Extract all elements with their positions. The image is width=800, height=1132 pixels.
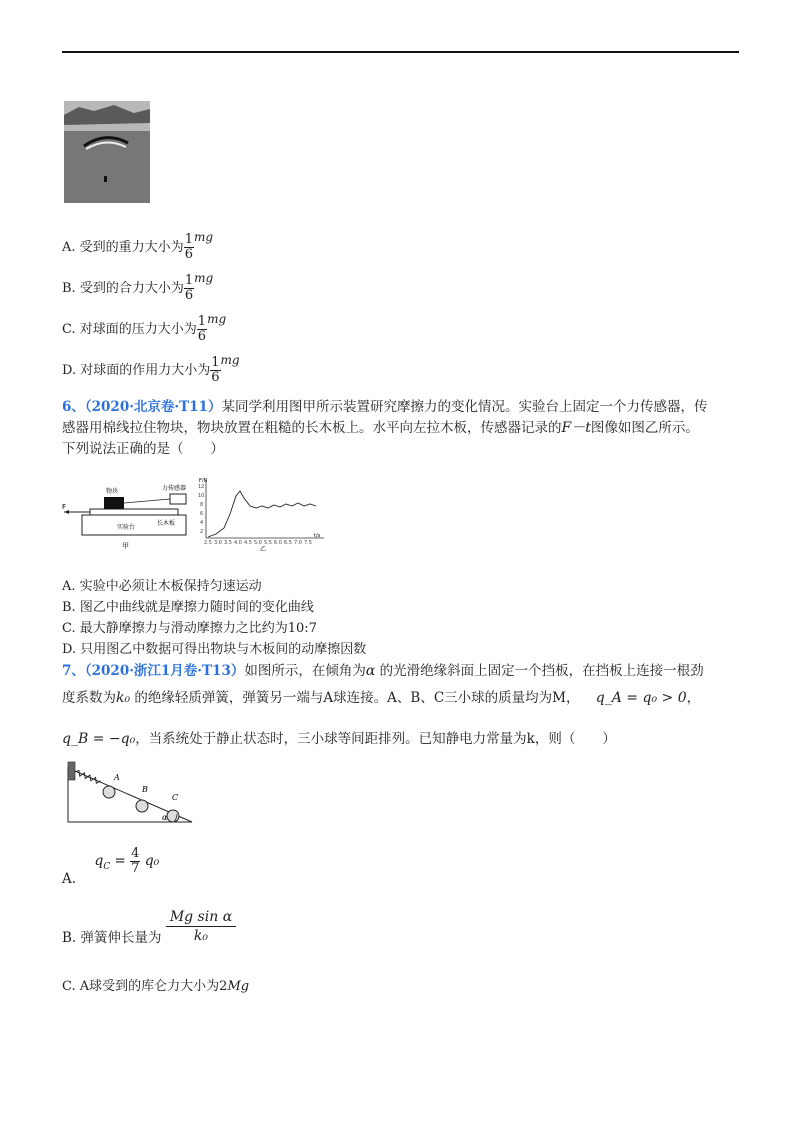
y-tick: 12 (198, 484, 205, 490)
q7-stem-line1: 7、（2020·浙江1月卷·T13）如图所示，在倾角为α 的光滑绝缘斜面上固定一个挡板，在挡板上连接一根劲 (62, 663, 704, 679)
q6-option-b: B. 图乙中曲线就是摩擦力随时间的变化曲线 (62, 600, 314, 615)
x-tick: 7.0 (294, 540, 302, 546)
sensor-label: 力传感器 (162, 485, 187, 492)
x-tick: 4.0 (234, 540, 242, 546)
x-tick: 3.0 (214, 540, 222, 546)
x-tick: 6.0 (274, 540, 282, 546)
ball-b-label: B (142, 785, 148, 794)
question5-photo (64, 101, 150, 203)
x-tick: 5.5 (264, 540, 272, 546)
y-tick: 10 (198, 493, 205, 499)
fig-b-caption: 乙 (260, 546, 267, 552)
q5-option-c: C. 对球面的压力大小为 $\frac{1}{6}$ mg (62, 312, 227, 344)
x-tick: 4.5 (244, 540, 252, 546)
fig-a-caption: 甲 (122, 542, 129, 550)
q7-option-c: C. A球受到的库仑力大小为2Mg (62, 979, 250, 994)
q7-stem-line3: q_B = −q₀，当系统处于静止状态时，三小球等间距排列。已知静电力常量为k，则（ ） (62, 731, 616, 747)
x-tick: 5.0 (254, 540, 262, 546)
q6-option-a: A. 实验中必须让木板保持匀速运动 (62, 579, 262, 594)
board-label: 长木板 (157, 520, 176, 527)
block-label: 物块 (106, 488, 119, 495)
q7-option-b: B. 弹簧伸长量为 $\frac{\text{Mg sin α}}{\text{k₀}}$ (62, 908, 236, 946)
x-tick: 2.5 (204, 540, 212, 546)
y-tick: 6 (200, 511, 204, 517)
q7-label: 7、（2020·浙江1月卷·T13） (62, 663, 245, 679)
q5-option-d: D. 对球面的作用力大小为 $\frac{1}{6}$ mg (62, 353, 240, 385)
q5-option-b: B. 受到的合力大小为 $\frac{1}{6}$ mg (62, 271, 214, 303)
q6-stem: 6、（2020·北京卷·T11）某同学利用图甲所示装置研究摩擦力的变化情况。实验台上固定一个力传感器，传 感器用棉线拉住物块，物块放置在粗糙的长木板上。水平向左拉木板，传感器记录的F－t图像如图乙所示。 下列说法正确的是（ ） (62, 399, 708, 457)
angle-label: α (162, 813, 168, 822)
q7-stem-line2: 度系数为k₀ 的绝缘轻质弹簧，弹簧另一端与A球连接。A、B、C三小球的质量均为M， q_A = q₀ > 0， (62, 690, 701, 706)
q6-option-d: D. 只用图乙中数据可得出物块与木板间的动摩擦因数 (62, 642, 367, 657)
q7-figure-incline (64, 758, 194, 828)
ball-c-label: C (172, 793, 179, 802)
x-axis-unit: t/s (314, 533, 321, 539)
x-tick: 6.5 (284, 540, 292, 546)
x-tick: 3.5 (224, 540, 232, 546)
table-label: 实验台 (117, 524, 136, 531)
y-axis-unit: F/N (199, 478, 208, 484)
ball-a-label: A (114, 773, 120, 782)
x-tick: 7.5 (304, 540, 312, 546)
y-tick: 8 (200, 502, 204, 508)
q7-option-a: A. $q_C$ = $\frac{4}{7}$ q₀ (62, 846, 160, 887)
header-rule (62, 51, 739, 53)
q5-option-a: A. 受到的重力大小为 $\frac{1}{6}$ mg (62, 230, 214, 262)
q6-option-c: C. 最大静摩擦力与滑动摩擦力之比约为10:7 (62, 621, 317, 636)
force-label: F (62, 503, 67, 511)
q6-figure-apparatus (62, 482, 192, 552)
y-tick: 2 (200, 529, 204, 535)
q6-label: 6、（2020·北京卷·T11） (62, 399, 222, 415)
q6-figure-ft-graph (196, 476, 326, 552)
y-tick: 4 (200, 520, 204, 526)
